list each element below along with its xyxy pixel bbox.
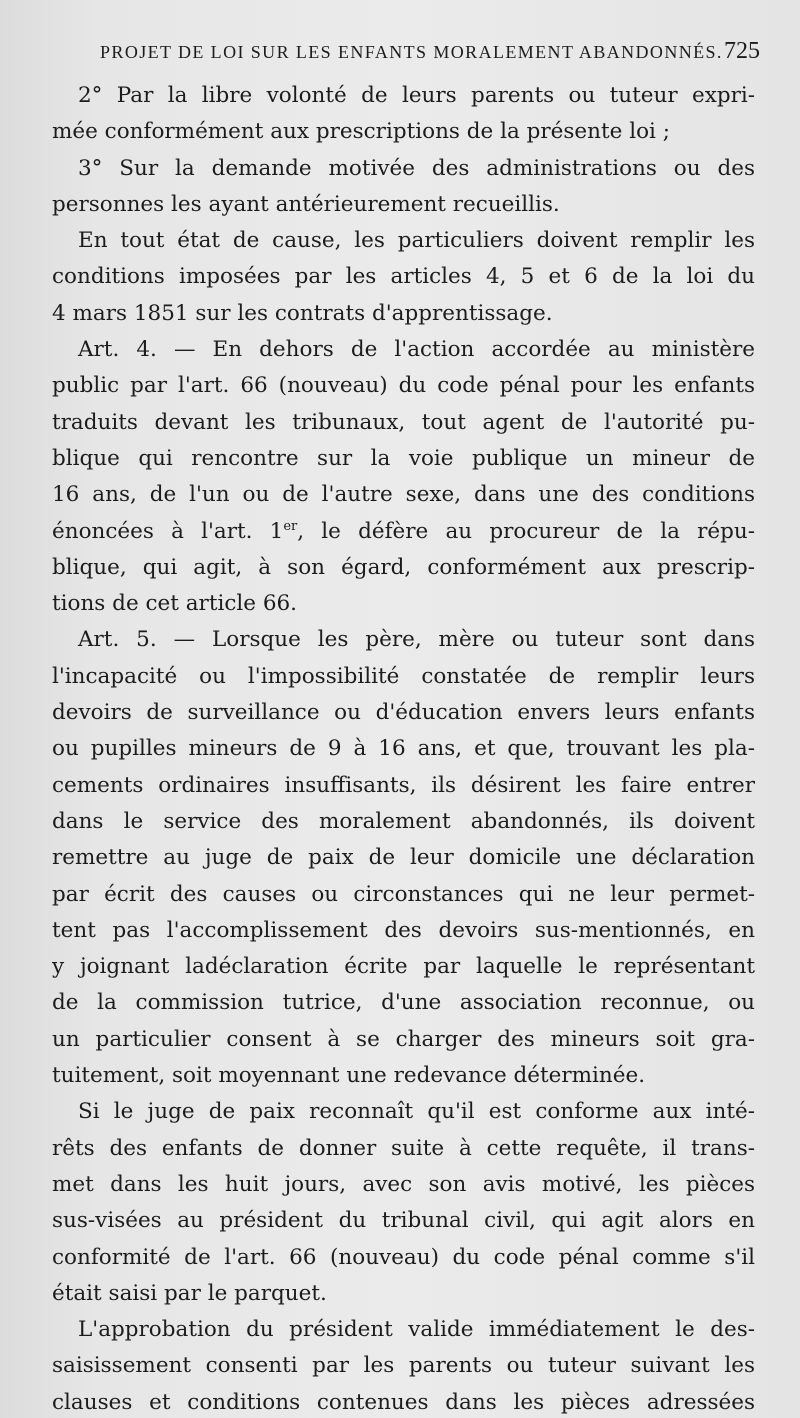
text-line: tuitement, soit moyennant une redevance déterminée. (52, 1063, 646, 1089)
text-line: 4 mars 1851 sur les contrats d'apprentissage. (52, 300, 553, 326)
text-line: traduits devant les tribunaux, tout agent de l'autorité pu- (52, 409, 755, 435)
text-line: tent pas l'accomplissement des devoirs sus-mentionnés, en (52, 917, 755, 943)
text-line: En tout état de cause, les particuliers doivent remplir les (78, 228, 755, 254)
page-number: 725 (724, 38, 760, 64)
text-line: met dans les huit jours, avec son avis motivé, les pièces (52, 1171, 755, 1197)
text-line: sus-visées au président du tribunal civil, qui agit alors en (52, 1208, 755, 1234)
text-line: Art. 5. — Lorsque les père, mère ou tuteur sont dans (78, 627, 755, 653)
text-line: rêts des enfants de donner suite à cette requête, il trans- (52, 1135, 755, 1161)
text-line: l'incapacité ou l'impossibilité constatée de remplir leurs (52, 663, 755, 689)
text-line: devoirs de surveillance ou d'éducation envers leurs enfants (52, 700, 755, 726)
text-line: blique qui rencontre sur la voie publique un mineur de (52, 445, 755, 471)
text-line: ou pupilles mineurs de 9 à 16 ans, et que, trouvant les pla- (52, 736, 755, 762)
text-line: conditions imposées par les articles 4, 5 et 6 de la loi du (52, 264, 755, 290)
text-line: mée conformément aux prescriptions de la présente loi ; (52, 119, 670, 145)
text-line: Si le juge de paix reconnaît qu'il est conforme aux inté- (78, 1099, 755, 1125)
text-line: y joignant ladéclaration écrite par laquelle le représentant (52, 954, 755, 980)
text-line: clauses et conditions contenues dans les pièces adressées (52, 1389, 755, 1415)
text-line: était saisi par le parquet. (52, 1280, 327, 1306)
text-line: dans le service des moralement abandonnés, ils doivent (52, 808, 755, 834)
text-line: 3° Sur la demande motivée des administrations ou des (78, 155, 755, 181)
text-line: L'approbation du président valide immédiatement le des- (78, 1317, 755, 1343)
text-line: Art. 4. — En dehors de l'action accordée au ministère (78, 337, 755, 363)
text-line: remettre au juge de paix de leur domicile une déclaration (52, 845, 755, 871)
text-line: énoncées à l'art. 1er, le défère au procureur de la répu- (52, 518, 755, 544)
text-line: blique, qui agit, à son égard, conformément aux prescrip- (52, 554, 755, 580)
text-line: public par l'art. 66 (nouveau) du code pénal pour les enfants (52, 373, 755, 399)
running-title: PROJET DE LOI SUR LES ENFANTS MORALEMENT ABANDONNÉS. (100, 42, 723, 62)
text-line: 2° Par la libre volonté de leurs parents ou tuteur expri- (78, 83, 755, 108)
text-line: personnes les ayant antérieurement recueillis. (52, 191, 560, 217)
text-line: cements ordinaires insuffisants, ils désirent les faire entrer (52, 772, 755, 798)
text-line: saisissement consenti par les parents ou tuteur suivant les (52, 1353, 755, 1379)
text-line: conformité de l'art. 66 (nouveau) du code pénal comme s'il (52, 1244, 755, 1270)
text-line: 16 ans, de l'un ou de l'autre sexe, dans une des conditions (52, 482, 755, 508)
text-line: un particulier consent à se charger des mineurs soit gra- (52, 1026, 755, 1052)
body-text (52, 78, 755, 1418)
running-header (100, 38, 760, 72)
text-line: tions de cet article 66. (52, 591, 298, 617)
text-line: de la commission tutrice, d'une association reconnue, ou (52, 990, 755, 1016)
text-line: par écrit des causes ou circonstances qui ne leur permet- (52, 881, 755, 907)
